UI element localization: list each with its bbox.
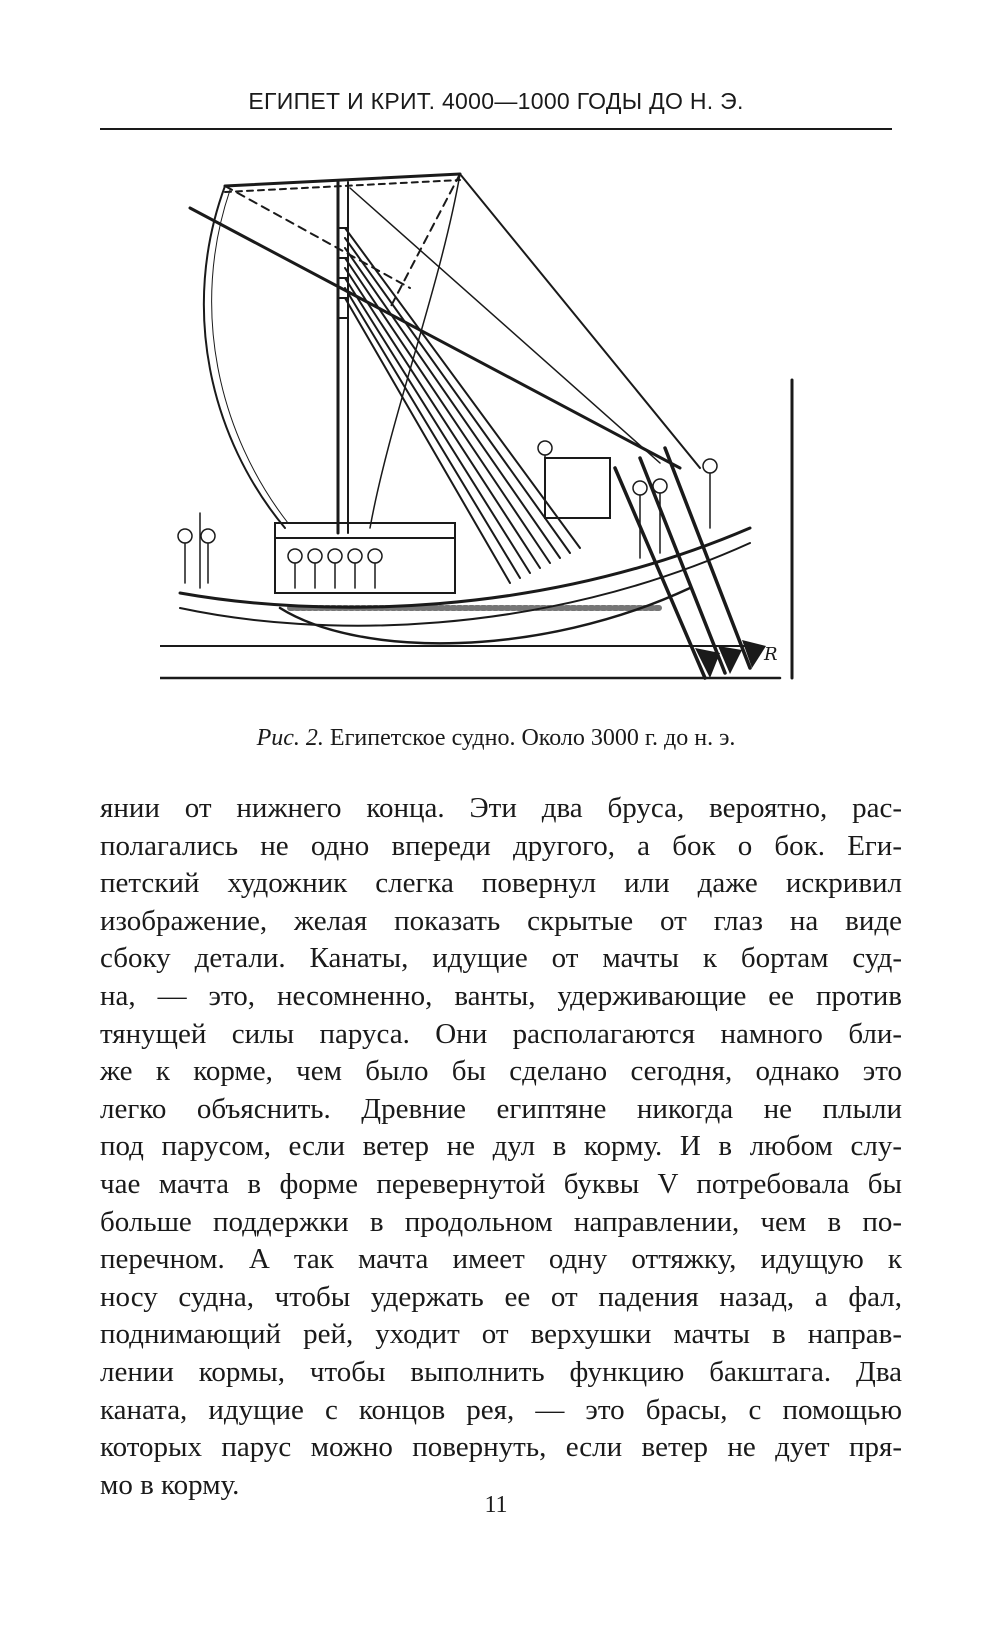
running-head: ЕГИПЕТ И КРИТ. 4000—1000 ГОДЫ ДО Н. Э. <box>248 88 744 114</box>
artist-signature: R <box>764 644 778 665</box>
text-line: которых парус можно повернуть, если ветер не дует пря- <box>100 1431 902 1464</box>
caption-text: Египетское судно. Около 3000 г. до н. э. <box>329 725 736 751</box>
body-paragraph <box>100 790 902 1504</box>
egyptian-ship-illustration <box>160 168 840 708</box>
text-line: на, — это, несомненно, ванты, удерживающие ее против <box>100 979 902 1012</box>
figure-caption <box>100 725 892 752</box>
text-line: полагались не одно впереди другого, а бок о бок. Еги- <box>100 829 902 862</box>
text-line: тянущей силы паруса. Они располагаются намного бли- <box>100 1017 902 1050</box>
text-line: каната, идущие с концов рея, — это брасы, с помощью <box>100 1393 902 1426</box>
caption-label: Рис. 2. <box>256 725 324 751</box>
text-line-last: мо в корму. <box>100 1468 240 1501</box>
text-line: петский художник слегка повернул или даже искривил <box>100 867 902 900</box>
text-line: носу судна, чтобы удержать ее от падения назад, а фал, <box>100 1280 902 1313</box>
text-line: легко объяснить. Древние египтяне никогда не плыли <box>100 1092 902 1125</box>
text-line: под парусом, если ветер не дул в корму. И в любом слу- <box>100 1130 902 1163</box>
text-line: больше поддержки в продольном направлении, чем в по- <box>100 1205 902 1238</box>
text-line: изображение, желая показать скрытые от глаз на виде <box>100 904 902 937</box>
figure-egyptian-ship <box>160 168 840 708</box>
text-line: чае мачта в форме перевернутой буквы V потребовала бы <box>100 1167 902 1200</box>
text-line: янии от нижнего конца. Эти два бруса, вероятно, рас- <box>100 792 902 824</box>
text-line: сбоку детали. Канаты, идущие от мачты к бортам суд- <box>100 942 902 975</box>
text-line: же к корме, чем было бы сделано сегодня, однако это <box>100 1055 902 1088</box>
page-number: 11 <box>484 1492 508 1518</box>
text-line: перечном. А так мачта имеет одну оттяжку, идущую к <box>100 1243 902 1276</box>
text-line: поднимающий рей, уходит от верхушки мачты в направ- <box>100 1318 902 1351</box>
header-rule <box>100 128 892 130</box>
text-line: лении кормы, чтобы выполнить функцию бакштага. Два <box>100 1355 902 1388</box>
